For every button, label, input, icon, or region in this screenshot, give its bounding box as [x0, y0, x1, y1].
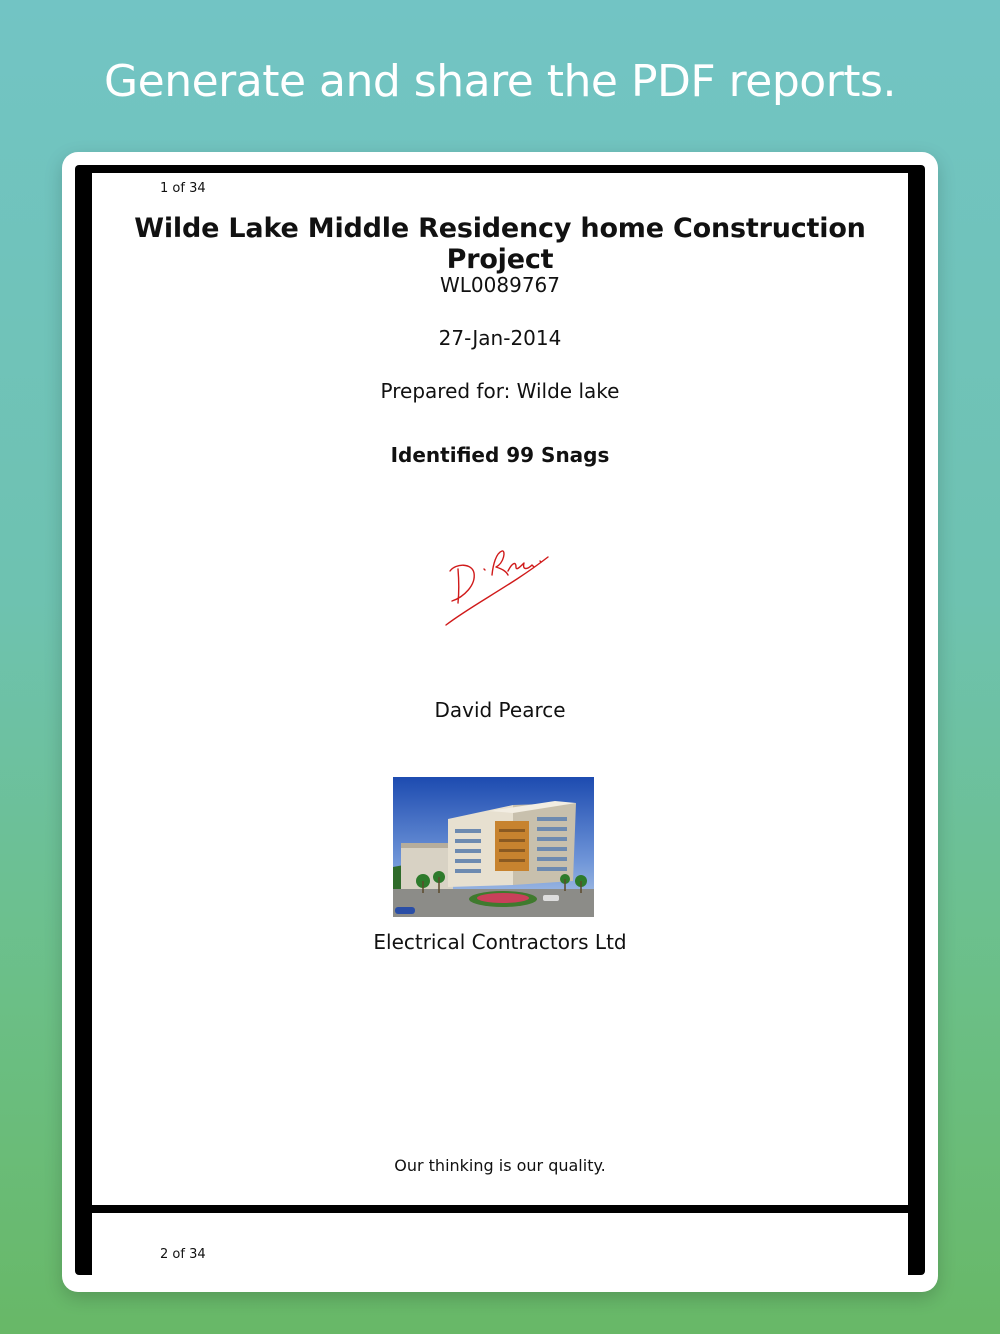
pdf-page-2: [92, 1213, 908, 1275]
report-reference: WL0089767: [440, 273, 560, 297]
page-indicator: 1 of 34: [160, 181, 206, 196]
tablet-frame: [62, 152, 938, 1292]
pdf-page-1: [92, 173, 908, 1205]
report-date: 27-Jan-2014: [438, 326, 562, 350]
signature-image: [442, 541, 552, 631]
prepared-for: Prepared for: Wilde lake: [380, 379, 620, 403]
company-name: Electrical Contractors Ltd: [373, 930, 627, 954]
promo-headline: Generate and share the PDF reports.: [104, 56, 896, 107]
report-title: Wilde Lake Middle Residency home Construction Project: [134, 213, 866, 275]
company-photo: [393, 777, 594, 917]
signer-name: David Pearce: [434, 698, 566, 722]
snag-summary: Identified 99 Snags: [390, 443, 610, 467]
pdf-viewer[interactable]: [75, 165, 925, 1275]
company-tagline: Our thinking is our quality.: [394, 1156, 606, 1175]
page-indicator-next: 2 of 34: [160, 1247, 206, 1262]
